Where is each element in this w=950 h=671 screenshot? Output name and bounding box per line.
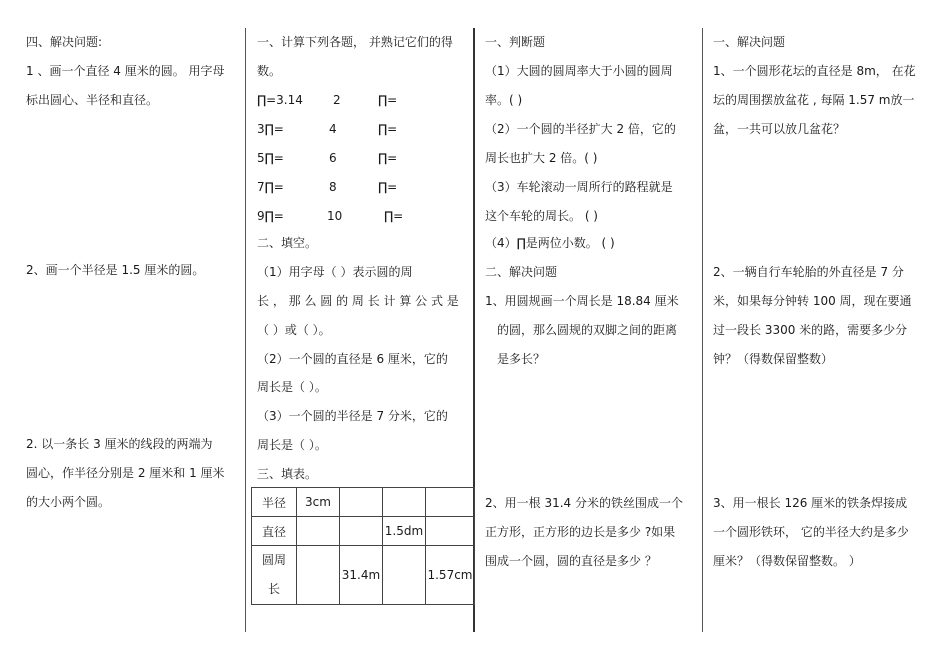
table-cell: 直径 xyxy=(252,517,297,546)
col4-q2-line2: 米，如果每分钟转 100 周，现在要通 xyxy=(713,294,912,308)
solve-q2-line3: 围成一个圆，圆的直径是多少 ？ xyxy=(485,554,657,568)
calc-r4-b: 8 xyxy=(329,180,337,194)
col4-q3-line1: 3、用一根长 126 厘米的铁条焊接成 xyxy=(713,496,908,510)
table-cell-label xyxy=(252,546,297,605)
col4-q2-line4: 钟？（得数保留整数） xyxy=(713,352,834,366)
col2-heading-fill: 二、填空。 xyxy=(257,236,318,250)
judge-q3-line1: （3）车轮滚动一周所行的路程就是 xyxy=(485,180,673,194)
calc-r5-a: 9∏= xyxy=(257,209,284,223)
table-cell xyxy=(340,488,383,517)
fill-table xyxy=(251,487,475,605)
col4-q3-line2: 一个圆形铁环， 它的半径大约是多少 xyxy=(713,525,909,539)
col2-heading-table: 三、填表。 xyxy=(257,467,318,481)
table-cell xyxy=(383,488,426,517)
col1-q3-line3: 的大小两个圆。 xyxy=(26,495,111,509)
col2-heading-calc: 一、计算下列各题， 并熟记它们的得 xyxy=(257,35,453,49)
solve-q1-line3: 是多长？ xyxy=(497,352,546,366)
col1-q3-line1: 2. 以一条长 3 厘米的线段的两端为 xyxy=(26,437,213,451)
col1-q1-line1: 1 、画一个直径 4 厘米的圆。 用字母 xyxy=(26,64,225,78)
fill-q1-line2: 长 ， 那 么 圆 的 周 长 计 算 公 式 是 xyxy=(257,294,459,308)
table-cell xyxy=(297,517,340,546)
col4-heading: 一、解决问题 xyxy=(713,35,786,49)
table-cell xyxy=(340,517,383,546)
calc-r3-a: 5∏= xyxy=(257,151,284,165)
table-label-part1: 圆周 xyxy=(261,553,286,567)
table-cell xyxy=(383,546,426,605)
calc-r1-c: ∏= xyxy=(378,93,398,107)
table-cell: 31.4m xyxy=(340,546,383,605)
solve-q1-line1: 1、用圆规画一个周长是 18.84 厘米 xyxy=(485,294,679,308)
col1-heading: 四、解决问题: xyxy=(26,35,103,49)
col1-q3-line2: 圆心，作半径分别是 2 厘米和 1 厘米 xyxy=(26,466,225,480)
table-cell xyxy=(426,517,475,546)
judge-q1-line2: 率。( ) xyxy=(485,93,523,107)
col1-q2: 2、画一个半径是 1.5 厘米的圆。 xyxy=(26,263,205,277)
fill-q3-line2: 周长是（ ）。 xyxy=(257,438,327,452)
solve-q2-line2: 正方形，正方形的边长是多少 ?如果 xyxy=(485,525,676,539)
judge-q3-line2: 这个车轮的周长。 ( ) xyxy=(485,209,598,223)
table-cell: 1.5dm xyxy=(383,517,426,546)
calc-r2-c: ∏= xyxy=(378,122,398,136)
calc-r3-b: 6 xyxy=(329,151,337,165)
column-divider-1 xyxy=(245,28,246,632)
table-row-circumference xyxy=(252,546,475,605)
calc-r5-c: ∏= xyxy=(384,209,404,223)
calc-r4-c: ∏= xyxy=(378,180,398,194)
table-row-radius xyxy=(252,488,475,517)
col3-heading-judge: 一、判断题 xyxy=(485,35,546,49)
table-row-diameter xyxy=(252,517,475,546)
judge-q2-line1: （2）一个圆的半径扩大 2 倍，它的 xyxy=(485,122,676,136)
col3-heading-solve: 二、解决问题 xyxy=(485,265,558,279)
judge-q2-line2: 周长也扩大 2 倍。( ) xyxy=(485,151,598,165)
fill-q2-line1: （2）一个圆的直径是 6 厘米，它的 xyxy=(257,352,448,366)
col4-q3-line3: 厘米？（得数保留整数。 ） xyxy=(713,554,861,568)
fill-q3-line1: （3）一个圆的半径是 7 分米，它的 xyxy=(257,409,448,423)
table-label-part2: 长 xyxy=(267,582,280,596)
judge-q4: （4）∏是两位小数。 ( ) xyxy=(485,236,615,250)
table-cell: 半径 xyxy=(252,488,297,517)
col4-q1-line2: 坛的周围摆放盆花 , 每隔 1.57 m放一 xyxy=(713,93,915,107)
fill-q1-line3: （ ）或（ ）。 xyxy=(257,323,331,337)
table-cell: 1.57cm xyxy=(426,546,475,605)
calc-r1-b: 2 xyxy=(333,93,341,107)
col1-q1-line2: 标出圆心、半径和直径。 xyxy=(26,93,159,107)
col2-heading-calc-cont: 数。 xyxy=(257,64,282,78)
calc-r2-a: 3∏= xyxy=(257,122,284,136)
fill-q1-line1: （1）用字母（ ）表示圆的周 xyxy=(257,265,413,279)
col4-q2-line3: 过一段长 3300 米的路，需要多少分 xyxy=(713,323,908,337)
calc-r1-a: ∏=3.14 xyxy=(257,93,303,107)
calc-r5-b: 10 xyxy=(327,209,343,223)
solve-q2-line1: 2、用一根 31.4 分米的铁丝围成一个 xyxy=(485,496,683,510)
calc-r2-b: 4 xyxy=(329,122,337,136)
fill-q2-line2: 周长是（ ）。 xyxy=(257,380,327,394)
table-cell xyxy=(426,488,475,517)
judge-q1-line1: （1）大圆的圆周率大于小圆的圆周 xyxy=(485,64,673,78)
solve-q1-line2: 的圆，那么圆规的双脚之间的距离 xyxy=(497,323,678,337)
col4-q1-line3: 盆，一共可以放几盆花？ xyxy=(713,122,846,136)
table-cell: 3cm xyxy=(297,488,340,517)
calc-r3-c: ∏= xyxy=(378,151,398,165)
calc-r4-a: 7∏= xyxy=(257,180,284,194)
col4-q2-line1: 2、一辆自行车轮胎的外直径是 7 分 xyxy=(713,265,904,279)
table-cell xyxy=(297,546,340,605)
column-divider-3 xyxy=(702,28,703,632)
col4-q1-line1: 1、一个圆形花坛的直径是 8m， 在花 xyxy=(713,64,916,78)
